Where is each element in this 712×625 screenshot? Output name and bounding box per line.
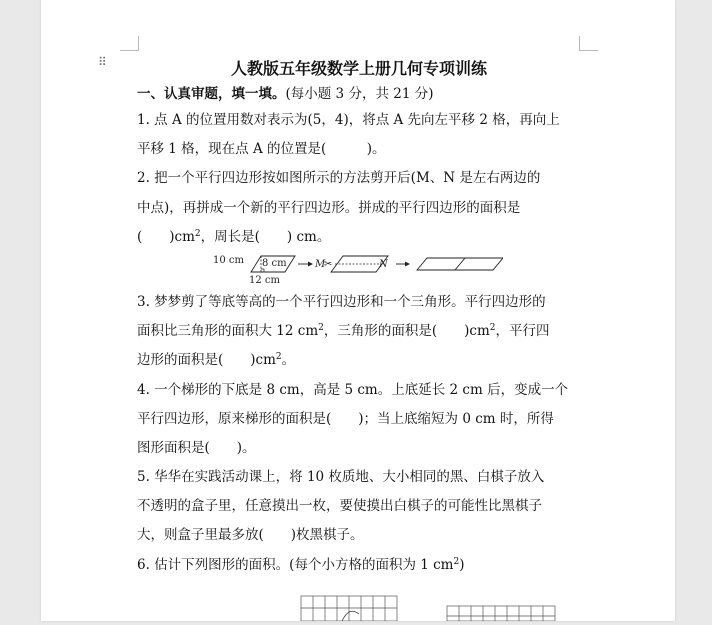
q5-line-1: 5. 华华在实践活动课上，将 10 枚质地、大小相同的黑、白棋子放入 <box>137 469 545 486</box>
new-parallelogram-seam <box>455 258 465 270</box>
q3-line-2 <box>137 317 581 346</box>
section-score-note: (每小题 3 分，共 21 分) <box>285 86 434 102</box>
q4-line-3: 图形面积是( )。 <box>137 439 256 456</box>
arrow-right-icon <box>308 261 313 266</box>
arrow-right-icon <box>405 261 410 266</box>
estimation-grids <box>137 594 581 624</box>
grid-figures <box>137 594 581 621</box>
q5-line-2: 不透明的盒子里，任意摸出一枚，要使摸出白棋子的可能性比黑棋子 <box>137 498 542 515</box>
q3-line-3-part-b: 。 <box>281 352 296 369</box>
q2-line-3-part-b: ，周长是( ) cm。 <box>200 228 331 245</box>
section-heading <box>137 82 581 106</box>
scissors-icon: ✂ <box>324 258 333 270</box>
right-angle-mark <box>261 269 264 272</box>
document-content <box>137 56 581 580</box>
q2-line-2: 中点)，再拼成一个新的平行四边形。拼成的平行四边形的面积是 <box>137 199 521 216</box>
parallelogram-diagram <box>213 252 503 286</box>
q3-line-2-part-a: 面积比三角形的面积大 12 cm <box>137 323 319 340</box>
side-length-label: 10 cm <box>213 254 244 266</box>
q6-line-1 <box>137 551 581 580</box>
q4-line-1: 4. 一个梯形的下底是 8 cm，高是 5 cm。上底延长 2 cm 后，变成一个 <box>137 381 569 398</box>
margin-corner-top-right <box>579 36 598 51</box>
q6-line-1-part-a: 6. 估计下列图形的面积。(每个小方格的面积为 1 cm <box>137 556 454 573</box>
q1-line-2: 平移 1 格，现在点 A 的位置是( )。 <box>137 141 386 158</box>
parallelogram-figure <box>137 252 581 288</box>
q3-line-3 <box>137 346 581 375</box>
q3-line-2-part-b: ，三角形的面积是( )cm <box>323 323 490 340</box>
q4-line-2: 平行四边形，原来梯形的面积是( )；当上底缩短为 0 cm 时，所得 <box>137 410 554 427</box>
q6-unit-superscript: 2 <box>453 556 460 567</box>
document-page <box>41 0 675 621</box>
q3-unit-superscript-1: 2 <box>318 323 324 334</box>
base-length-label: 12 cm <box>249 274 280 286</box>
q2-line-1: 2. 把一个平行四边形按如图所示的方法剪开后(M、N 是左右两边的 <box>137 170 541 187</box>
q2-line-3-part-a: ( )cm <box>137 228 195 245</box>
q1-line-1: 1. 点 A 的位置用数对表示为(5，4)，将点 A 先向左平移 2 格，再向上 <box>137 112 560 128</box>
q2-line-3 <box>137 223 581 252</box>
grid-figure-1 <box>301 596 397 621</box>
q3-line-3-part-a: 边形的面积是( )cm <box>137 352 276 369</box>
section-heading-text: 一、认真审题，填一填。 <box>137 86 286 102</box>
midpoint-m-label: M <box>315 258 326 270</box>
q3-unit-superscript-2: 2 <box>489 323 496 334</box>
q6-line-1-part-b: ) <box>459 556 465 573</box>
page-title: 人教版五年级数学上册几何专项训练 <box>230 59 487 78</box>
grid-figure-2 <box>447 606 555 621</box>
drag-handle-icon[interactable]: ⠿ <box>98 55 108 69</box>
height-label: 8 cm <box>262 257 287 269</box>
q3-unit-superscript-3: 2 <box>275 352 282 363</box>
margin-corner-top-left <box>120 36 139 51</box>
q3-line-1: 3. 梦梦剪了等底等高的一个平行四边形和一个三角形。平行四边形的 <box>137 293 546 310</box>
q2-unit-superscript: 2 <box>194 228 201 239</box>
q3-line-2-part-c: ，平行四 <box>495 323 550 340</box>
q5-line-3: 大，则盒子里最多放( )枚黑棋子。 <box>137 527 364 544</box>
midpoint-n-label: N <box>379 258 388 270</box>
